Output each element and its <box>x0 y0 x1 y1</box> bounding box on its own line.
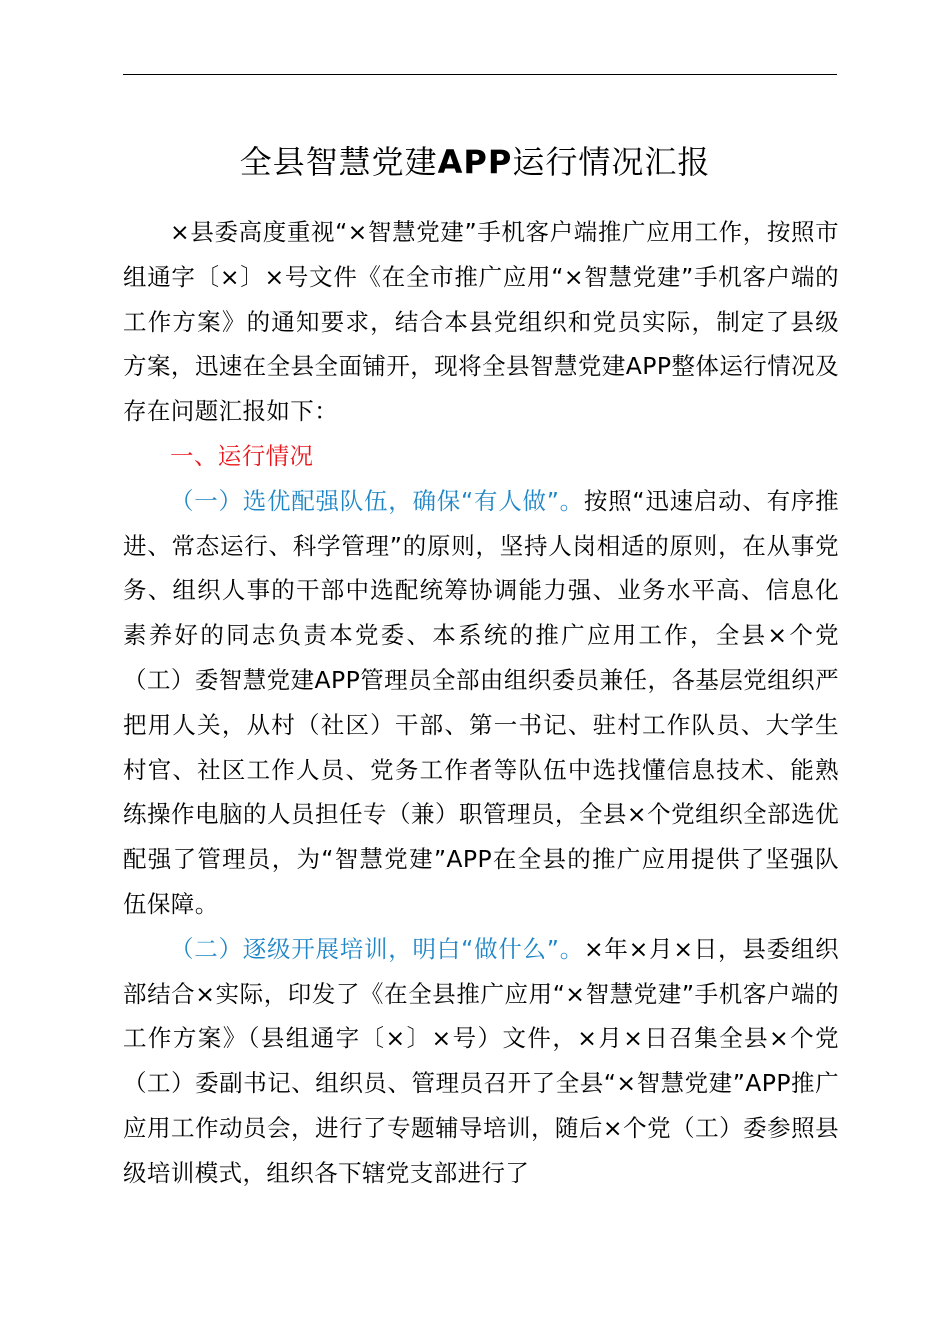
header-rule <box>123 74 837 75</box>
title-suffix: 运行情况汇报 <box>512 143 711 181</box>
subsection-1-heading: （一）选优配强队伍，确保“有人做”。 <box>170 486 584 515</box>
subsection-1-paragraph <box>123 479 839 927</box>
intro-paragraph: ×县委高度重视“×智慧党建”手机客户端推广应用工作，按照市组通字〔×〕×号文件《在全市推广应用“×智慧党建”手机客户端的工作方案》的通知要求，结合本县党组织和党员实际，制定了县级方案，迅速在全县全面铺开，现将全县智慧党建APP整体运行情况及存在问题汇报如下： <box>123 218 839 426</box>
title-latin: APP <box>437 143 513 181</box>
title-prefix: 全县智慧党建 <box>239 143 438 181</box>
subsection-2-body: ×年×月×日，县委组织部结合×实际，印发了《在全县推广应用“×智慧党建”手机客户端的工作方案》（县组通字〔×〕×号）文件，×月×日召集全县×个党（工）委副书记、组织员、管理员召开了全县“×智慧党建”APP推广应用工作动员会，进行了专题辅导培训，随后×个党（工）委参照县级培训模式，组织各下辖党支部进行了 <box>123 934 839 1187</box>
subsection-2-heading: （二）逐级开展培训，明白“做什么”。 <box>170 934 584 963</box>
section-1-heading: 一、运行情况 <box>170 441 314 470</box>
subsection-1-body: 按照“迅速启动、有序推进、常态运行、科学管理”的原则，坚持人岗相适的原则，在从事党务、组织人事的干部中选配统筹协调能力强、业务水平高、信息化素养好的同志负责本党委、本系统的推广应用工作，全县×个党（工）委智慧党建APP管理员全部由组织委员兼任，各基层党组织严把用人关，从村（社区）干部、第一书记、驻村工作队员、大学生村官、社区工作人员、党务工作者等队伍中选找懂信息技术、能熟练操作电脑的人员担任专（兼）职管理员，全县×个党组织全部选优配强了管理员，为“智慧党建”APP在全县的推广应用提供了坚强队伍保障。 <box>123 486 839 918</box>
document-body <box>123 210 839 1196</box>
document-title <box>0 138 950 186</box>
subsection-2-paragraph <box>123 927 839 1196</box>
